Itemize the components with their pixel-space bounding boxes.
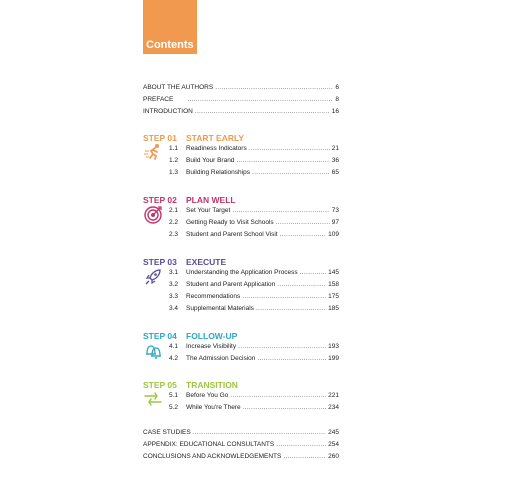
page-title: Contents [146, 39, 194, 51]
toc-entry-5-2[interactable]: 5.2 While You're There ..... 234 [169, 404, 339, 412]
toc-entry-2-2[interactable]: 2.2 Getting Ready to Visit Schools ..... 97 [169, 219, 339, 227]
toc-entry-preface[interactable]: PREFACE ..... 8 [143, 96, 339, 104]
rocket-icon [144, 268, 162, 286]
toc-entry-4-1[interactable]: 4.1 Increase Visibility ..... 193 [169, 343, 339, 351]
toc-entry-1-1[interactable]: 1.1 Readiness Indicators ..... 21 [169, 145, 339, 153]
toc-entry-introduction[interactable]: INTRODUCTION ..... 16 [143, 108, 339, 116]
toc-entry-2-3[interactable]: 2.3 Student and Parent School Visit ..... 109 [169, 231, 339, 239]
toc-entry-3-4[interactable]: 3.4 Supplemental Materials ..... 185 [169, 305, 339, 313]
step-05-heading[interactable]: STEP 05 TRANSITION [143, 380, 238, 390]
toc-entry-about-authors[interactable]: ABOUT THE AUTHORS ..... 6 [143, 84, 339, 92]
toc-entry-1-3[interactable]: 1.3 Building Relationships ..... 65 [169, 169, 339, 177]
target-icon [144, 206, 162, 224]
toc-entry-1-2[interactable]: 1.2 Build Your Brand ..... 36 [169, 157, 339, 165]
bells-icon [144, 342, 162, 360]
toc-entry-4-2[interactable]: 4.2 The Admission Decision ..... 199 [169, 355, 339, 363]
toc-entry-appendix[interactable]: APPENDIX: EDUCATIONAL CONSULTANTS ..... 254 [143, 441, 339, 449]
step-01-heading[interactable]: STEP 01 START EARLY [143, 133, 245, 143]
arrows-icon [144, 390, 162, 408]
toc-entry-3-2[interactable]: 3.2 Student and Parent Application ..... 158 [169, 281, 339, 289]
toc-entry-3-1[interactable]: 3.1 Understanding the Application Process ..... 145 [169, 269, 339, 277]
toc-entry-2-1[interactable]: 2.1 Set Your Target ..... 73 [169, 207, 339, 215]
step-04-heading[interactable]: STEP 04 FOLLOW-UP [143, 331, 238, 341]
toc-entry-3-3[interactable]: 3.3 Recommendations ..... 175 [169, 293, 339, 301]
toc-entry-5-1[interactable]: 5.1 Before You Go ..... 221 [169, 392, 339, 400]
step-03-heading[interactable]: STEP 03 EXECUTE [143, 257, 227, 267]
step-02-heading[interactable]: STEP 02 PLAN WELL [143, 195, 236, 205]
toc-entry-conclusions[interactable]: CONCLUSIONS AND ACKNOWLEDGEMENTS ..... 260 [143, 453, 339, 461]
toc-entry-case-studies[interactable]: CASE STUDIES ..... 245 [143, 429, 339, 437]
running-person-icon [144, 143, 162, 161]
contents-header [143, 0, 197, 54]
